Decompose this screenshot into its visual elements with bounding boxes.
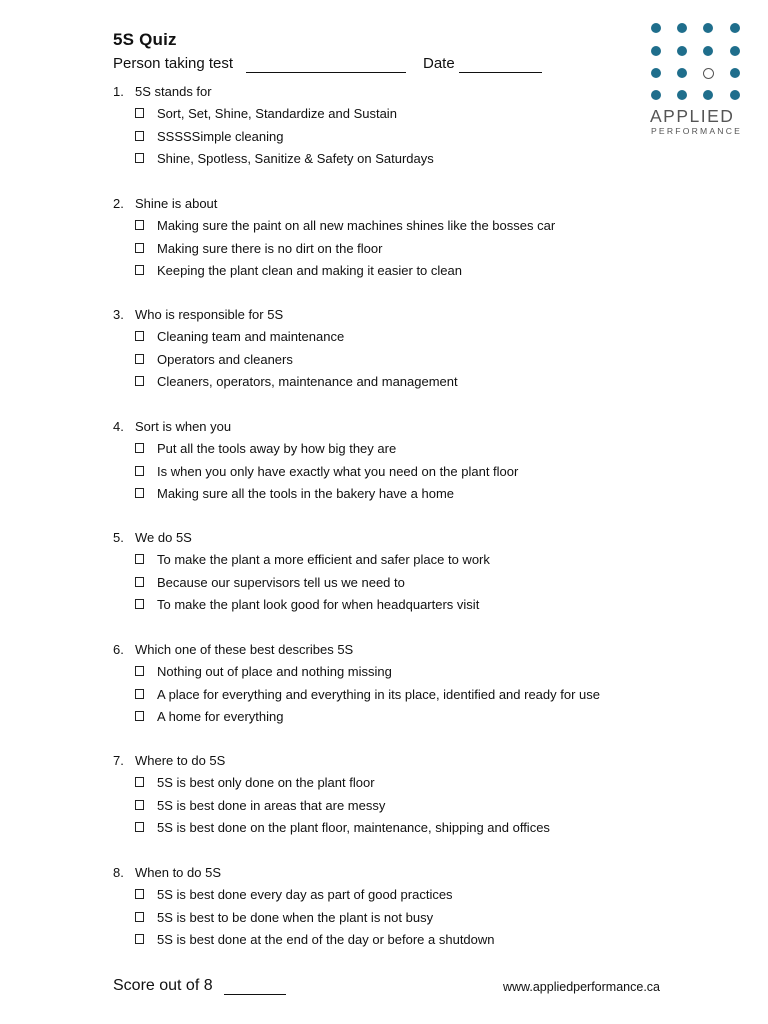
- logo-dot: [703, 23, 713, 33]
- answer-option: [135, 218, 555, 233]
- question-text: Shine is about: [135, 195, 218, 211]
- answer-option-text: 5S is best done every day as part of good practices: [157, 886, 453, 902]
- question-5: [113, 528, 713, 640]
- checkbox[interactable]: [135, 689, 144, 699]
- answer-option-text: 5S is best done on the plant floor, maintenance, shipping and offices: [157, 820, 550, 835]
- logo-dot: [651, 23, 661, 33]
- answer-option: [135, 241, 382, 256]
- logo-dot: [730, 90, 740, 100]
- answer-option-text: 5S is best only done on the plant floor: [157, 775, 375, 790]
- date-label: Date: [423, 55, 455, 72]
- question-stem: [113, 530, 192, 545]
- answer-option-text: Because our supervisors tell us we need to: [157, 575, 405, 590]
- answer-option-text: Is when you only have exactly what you need on the plant floor: [157, 463, 519, 479]
- checkbox[interactable]: [135, 889, 144, 899]
- answer-option: [135, 820, 550, 835]
- logo-dot: [651, 46, 661, 56]
- logo-dot: [651, 68, 661, 78]
- answer-option: [135, 352, 293, 367]
- answer-option-text: Put all the tools away by how big they are: [157, 440, 397, 456]
- website-url: www.appliedperformance.ca: [502, 980, 660, 994]
- answer-option: [135, 798, 385, 813]
- logo-dot: [703, 46, 713, 56]
- question-stem: [113, 419, 231, 434]
- checkbox[interactable]: [135, 131, 144, 141]
- answer-option-text: 5S is best done in areas that are messy: [157, 798, 386, 813]
- answer-option-text: A place for everything and everything in its place, identified and ready for use: [157, 686, 600, 702]
- question-1: [113, 82, 713, 194]
- question-stem: [113, 84, 212, 99]
- question-stem: [113, 307, 283, 322]
- question-list: [113, 82, 713, 974]
- question-text: Which one of these best describes 5S: [135, 641, 354, 657]
- question-text: Sort is when you: [135, 418, 232, 434]
- answer-option: [135, 687, 600, 702]
- answer-option: [135, 887, 453, 902]
- question-stem: [113, 642, 353, 657]
- checkbox[interactable]: [135, 265, 144, 275]
- answer-option: [135, 151, 434, 166]
- checkbox[interactable]: [135, 466, 144, 476]
- answer-option: [135, 597, 479, 612]
- checkbox[interactable]: [135, 376, 144, 386]
- person-name-blank[interactable]: [246, 72, 406, 73]
- checkbox[interactable]: [135, 666, 144, 676]
- logo-hollow-dot: [703, 68, 714, 79]
- answer-option: [135, 932, 495, 947]
- checkbox[interactable]: [135, 331, 144, 341]
- question-stem: [113, 865, 221, 880]
- answer-option: [135, 709, 283, 724]
- question-4: [113, 417, 713, 529]
- question-stem: [113, 753, 225, 768]
- answer-option-text: Making sure there is no dirt on the floor: [157, 240, 383, 256]
- question-number: 7.: [113, 753, 124, 768]
- logo-dot: [677, 46, 687, 56]
- answer-option: [135, 329, 344, 344]
- checkbox[interactable]: [135, 108, 144, 118]
- page-title: 5S Quiz: [113, 30, 177, 49]
- answer-option-text: To make the plant look good for when headquarters visit: [157, 597, 480, 612]
- question-number: 6.: [113, 641, 124, 657]
- checkbox[interactable]: [135, 554, 144, 564]
- question-8: [113, 863, 713, 975]
- logo-dot: [677, 68, 687, 78]
- checkbox[interactable]: [135, 220, 144, 230]
- logo-wordmark: APPLIED: [650, 106, 735, 126]
- question-text: When to do 5S: [135, 864, 221, 880]
- checkbox[interactable]: [135, 711, 144, 721]
- logo-dot: [677, 23, 687, 33]
- question-2: [113, 194, 713, 306]
- answer-option: [135, 552, 490, 567]
- answer-option-text: Sort, Set, Shine, Standardize and Sustain: [157, 106, 397, 121]
- answer-option: [135, 486, 454, 501]
- checkbox[interactable]: [135, 488, 144, 498]
- question-6: [113, 640, 713, 752]
- answer-option: [135, 374, 458, 389]
- checkbox[interactable]: [135, 243, 144, 253]
- answer-option: [135, 775, 375, 790]
- question-number: 5.: [113, 530, 124, 545]
- score-blank[interactable]: [224, 994, 286, 995]
- score-label: Score out of 8: [113, 977, 213, 994]
- checkbox[interactable]: [135, 800, 144, 810]
- answer-option: [135, 263, 462, 278]
- answer-option-text: 5S is best to be done when the plant is not busy: [157, 909, 434, 925]
- question-text: Where to do 5S: [135, 753, 226, 768]
- checkbox[interactable]: [135, 354, 144, 364]
- answer-option-text: Cleaners, operators, maintenance and management: [157, 374, 458, 389]
- answer-option-text: Cleaning team and maintenance: [157, 329, 345, 344]
- answer-option-text: Making sure the paint on all new machines shines like the bosses car: [157, 217, 556, 233]
- answer-option: [135, 664, 392, 679]
- answer-option-text: A home for everything: [157, 708, 284, 724]
- answer-option-text: To make the plant a more efficient and safer place to work: [157, 552, 490, 567]
- logo-subtitle: PERFORMANCE: [651, 126, 743, 136]
- logo-dot: [730, 23, 740, 33]
- checkbox[interactable]: [135, 153, 144, 163]
- question-number: 4.: [113, 418, 124, 434]
- answer-option: [135, 441, 396, 456]
- logo-dot: [730, 68, 740, 78]
- checkbox[interactable]: [135, 443, 144, 453]
- answer-option: [135, 910, 433, 925]
- question-stem: [113, 196, 217, 211]
- date-blank[interactable]: [459, 72, 542, 73]
- checkbox[interactable]: [135, 777, 144, 787]
- answer-option-text: Shine, Spotless, Sanitize & Safety on Saturdays: [157, 151, 434, 166]
- question-text: We do 5S: [135, 530, 192, 545]
- checkbox[interactable]: [135, 822, 144, 832]
- answer-option: [135, 464, 518, 479]
- question-3: [113, 305, 713, 417]
- question-7: [113, 751, 713, 863]
- answer-option-text: Operators and cleaners: [157, 352, 293, 367]
- question-number: 1.: [113, 84, 124, 99]
- logo-dot: [730, 46, 740, 56]
- checkbox[interactable]: [135, 934, 144, 944]
- checkbox[interactable]: [135, 599, 144, 609]
- question-number: 3.: [113, 307, 124, 322]
- question-number: 2.: [113, 195, 124, 211]
- checkbox[interactable]: [135, 577, 144, 587]
- question-text: Who is responsible for 5S: [135, 307, 284, 322]
- answer-option-text: Making sure all the tools in the bakery have a home: [157, 485, 455, 501]
- answer-option: [135, 129, 283, 144]
- question-number: 8.: [113, 864, 124, 880]
- answer-option: [135, 106, 397, 121]
- question-text: 5S stands for: [135, 84, 212, 99]
- answer-option-text: 5S is best done at the end of the day or before a shutdown: [157, 931, 495, 947]
- answer-option-text: Keeping the plant clean and making it easier to clean: [157, 262, 462, 278]
- answer-option-text: SSSSSimple cleaning: [157, 129, 284, 144]
- checkbox[interactable]: [135, 912, 144, 922]
- person-label: Person taking test: [113, 55, 234, 72]
- answer-option: [135, 575, 405, 590]
- answer-option-text: Nothing out of place and nothing missing: [157, 663, 392, 679]
